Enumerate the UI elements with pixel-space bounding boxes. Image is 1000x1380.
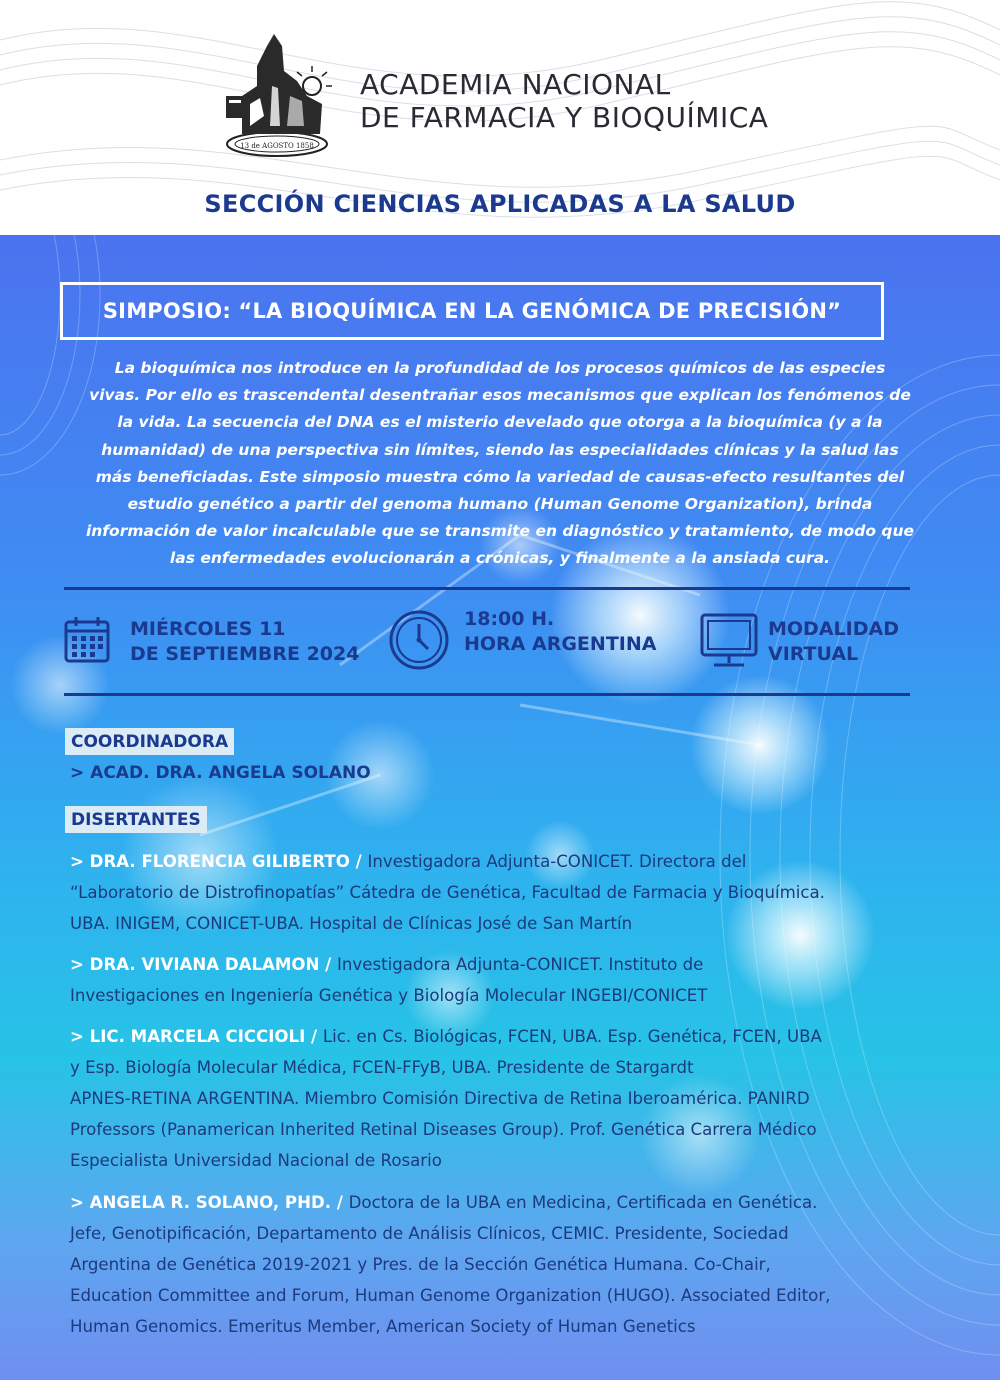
speaker-bio-line: Investigadora Adjunta-CONICET. Directora del bbox=[367, 852, 747, 871]
speaker-bio-line: Investigaciones en Ingeniería Genética y Biología Molecular INGEBI/CONICET bbox=[70, 986, 708, 1005]
speaker-item bbox=[70, 1021, 946, 1176]
intro-line: humanidad) de una perspectiva sin límites, siendo las especialidades clínicas y la salud las bbox=[101, 440, 899, 459]
speaker-name: > ANGELA R. SOLANO, PHD. / bbox=[70, 1193, 349, 1212]
speaker-bio-line: Jefe, Genotipificación, Departamento de Análisis Clínicos, CEMIC. Presidente, Sociedad bbox=[70, 1224, 789, 1243]
mode-line1: MODALIDAD bbox=[768, 618, 899, 640]
event-mode bbox=[700, 607, 930, 672]
speaker-name: > DRA. VIVIANA DALAMON / bbox=[70, 955, 337, 974]
time-line2: HORA ARGENTINA bbox=[464, 633, 657, 655]
speaker-item bbox=[70, 846, 946, 939]
mode-line2: VIRTUAL bbox=[768, 643, 859, 665]
event-date bbox=[64, 607, 384, 672]
org-name bbox=[360, 68, 768, 134]
date-line2: DE SEPTIEMBRE 2024 bbox=[130, 643, 360, 665]
academy-seal-logo bbox=[212, 26, 342, 166]
intro-line: la vida. La secuencia del DNA es el misterio develado que otorga a la bioquímica (y a la bbox=[117, 413, 883, 432]
speaker-bio-line: Doctora de la UBA en Medicina, Certificada en Genética. bbox=[348, 1193, 818, 1212]
intro-line: información de valor incalculable que se transmite en diagnóstico y tratamiento, de modo que bbox=[85, 522, 915, 541]
speaker-bio-line: y Esp. Biología Molecular Médica, FCEN-FFyB, UBA. Presidente de Stargardt bbox=[70, 1058, 694, 1077]
section-title: SECCIÓN CIENCIAS APLICADAS A LA SALUD bbox=[204, 190, 796, 218]
intro-line: La bioquímica nos introduce en la profundidad de los procesos químicos de las especies bbox=[114, 359, 886, 377]
speaker-name: > LIC. MARCELA CICCIOLI / bbox=[70, 1027, 323, 1046]
speaker-item bbox=[70, 949, 946, 1011]
event-time bbox=[388, 607, 688, 672]
symposium-intro bbox=[58, 355, 942, 573]
divider-bottom bbox=[64, 693, 910, 696]
intro-line: las enfermedades evolucionarán a crónicas, y finalmente a la ansiada cura. bbox=[169, 549, 831, 568]
coordinator-name: > ACAD. DRA. ANGELA SOLANO bbox=[70, 763, 371, 783]
seal-motto: 13 de AGOSTO 1858 bbox=[240, 142, 314, 150]
symposium-title: SIMPOSIO: “LA BIOQUÍMICA EN LA GENÓMICA DE PRECISIÓN” bbox=[60, 282, 884, 340]
org-name-line2: DE FARMACIA Y BIOQUÍMICA bbox=[360, 101, 769, 134]
speaker-bio-line: Investigadora Adjunta-CONICET. Instituto de bbox=[337, 955, 704, 974]
coordinator-label: COORDINADORA bbox=[65, 728, 234, 755]
speaker-bio-line: Education Committee and Forum, Human Genome Organization (HUGO). Associated Editor, bbox=[70, 1286, 831, 1305]
main-panel bbox=[0, 235, 1000, 1380]
speaker-bio-line: Argentina de Genética 2019-2021 y Pres. de la Sección Genética Humana. Co-Chair, bbox=[70, 1255, 771, 1274]
speaker-bio-line: UBA. INIGEM, CONICET-UBA. Hospital de Clínicas José de San Martín bbox=[70, 914, 633, 933]
divider-top bbox=[64, 587, 910, 590]
org-name-line1: ACADEMIA NACIONAL bbox=[360, 68, 671, 101]
speaker-bio-line: APNES-RETINA ARGENTINA. Miembro Comisión Directiva de Retina Iberoamérica. PANIRD bbox=[70, 1089, 810, 1108]
speaker-bio-line: Lic. en Cs. Biológicas, FCEN, UBA. Esp. Genética, FCEN, UBA bbox=[322, 1027, 822, 1046]
speaker-bio-line: Human Genomics. Emeritus Member, American Society of Human Genetics bbox=[70, 1317, 696, 1336]
time-line1: 18:00 H. bbox=[464, 608, 555, 630]
speaker-name: > DRA. FLORENCIA GILIBERTO / bbox=[70, 852, 368, 871]
date-line1: MIÉRCOLES 11 bbox=[130, 618, 286, 640]
speaker-bio-line: “Laboratorio de Distrofinopatías” Cátedra de Genética, Facultad de Farmacia y Bioquímica. bbox=[70, 883, 825, 902]
header bbox=[0, 0, 1000, 235]
speaker-bio-line: Professors (Panamerican Inherited Retinal Diseases Group). Prof. Genética Carrera Médico bbox=[70, 1120, 817, 1139]
speakers-label: DISERTANTES bbox=[65, 806, 207, 833]
monitor-icon bbox=[700, 611, 758, 673]
speaker-item bbox=[70, 1187, 946, 1342]
intro-line: más beneficiadas. Este simposio muestra cómo la variedad de causas-efecto resultantes del bbox=[95, 467, 905, 486]
clock-icon bbox=[388, 609, 450, 675]
calendar-icon bbox=[64, 615, 110, 667]
intro-line: vivas. Por ello es trascendental desentrañar esos mecanismos que explican los fenómenos de bbox=[89, 386, 911, 405]
speaker-bio-line: Especialista Universidad Nacional de Rosario bbox=[70, 1151, 442, 1170]
intro-line: estudio genético a partir del genoma humano (Human Genome Organization), brinda bbox=[127, 495, 873, 514]
